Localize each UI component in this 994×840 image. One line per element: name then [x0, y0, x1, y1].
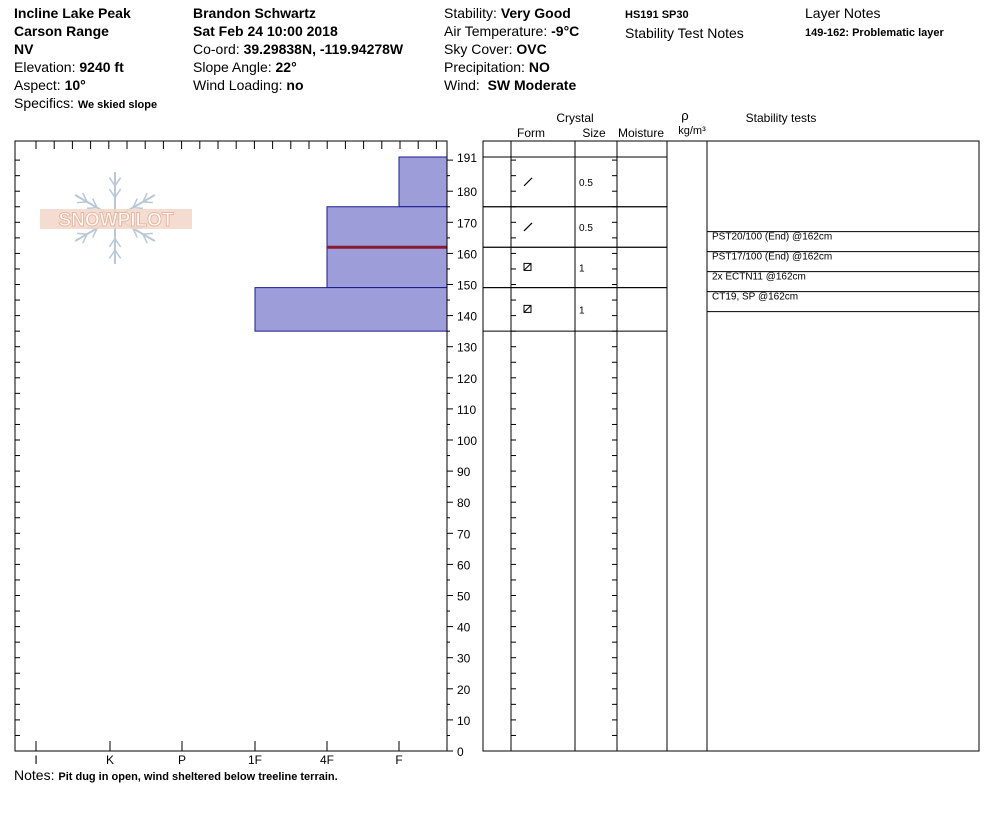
stability-test-notes-title: Stability Test Notes: [625, 25, 744, 41]
air-temp-value: -9°C: [551, 23, 580, 39]
axis-tick-label: 20: [457, 682, 471, 697]
hardness-layers: [255, 157, 447, 331]
density-symbol: ρ: [681, 108, 689, 123]
site-state: NV: [14, 41, 34, 57]
notes-text: Pit dug in open, wind sheltered below treeline terrain.: [58, 771, 338, 783]
stability-test-entry: PST20/100 (End) @162cm: [712, 231, 833, 243]
size-header: Size: [582, 126, 606, 140]
hardness-layer: [399, 157, 447, 207]
logo-wordmark: SNOWPILOT: [58, 210, 174, 231]
stability-test-entry: PST17/100 (End) @162cm: [712, 251, 833, 263]
observer-name: Brandon Schwartz: [193, 5, 316, 21]
precip-label: Precipitation:: [444, 59, 525, 75]
crystal-header: Crystal: [556, 111, 594, 125]
notes-row: [14, 766, 338, 786]
snowflake-branch: [133, 208, 143, 209]
axis-tick-label: 130: [457, 340, 478, 355]
site-range: Carson Range: [14, 23, 109, 39]
stability-tests-column: [707, 232, 979, 312]
axis-tick-label: 0: [457, 745, 464, 759]
elevation-label: Elevation:: [14, 59, 76, 75]
axis-tick-label: 10: [457, 713, 471, 728]
snowflake-branch: [143, 233, 153, 234]
sky-label: Sky Cover:: [444, 41, 513, 57]
crystal-size: 1: [579, 263, 585, 275]
crystal-form-symbol: [524, 178, 532, 186]
form-header: Form: [517, 126, 545, 140]
snowflake-branch: [143, 202, 153, 203]
hardness-layer: [327, 247, 447, 287]
slope-label: Slope Angle:: [193, 59, 272, 75]
hardness-layer: [255, 288, 447, 332]
hardness-tick-label: I: [34, 753, 38, 767]
crystal-form-symbol-diagonal: [524, 263, 531, 270]
layer-note: 149-162: Problematic layer: [805, 27, 944, 39]
observation-datetime: Sat Feb 24 10:00 2018: [193, 23, 338, 39]
axis-tick-label: 90: [457, 465, 471, 480]
axis-tick-label: 30: [457, 651, 471, 666]
stability-test-entry: 2x ECTN11 @162cm: [712, 271, 806, 283]
crystal-form-symbol-diagonal: [524, 305, 531, 312]
column-headers: [517, 108, 816, 140]
hs-sp: HS191 SP30: [625, 9, 689, 21]
hardness-tick-label: K: [105, 753, 115, 767]
snowflake-branch: [77, 233, 87, 234]
axis-tick-label: 191: [457, 151, 478, 165]
crystal-form-symbol: [524, 223, 532, 231]
specifics-value: We skied slope: [77, 99, 158, 111]
air-temp-label: Air Temperature:: [444, 23, 548, 39]
crystal-size: 0.5: [579, 177, 593, 189]
hardness-tick-label: 4F: [319, 753, 335, 767]
snowpilot-logo: [40, 172, 192, 264]
axis-tick-label: 80: [457, 496, 471, 511]
stability-value: Very Good: [500, 5, 571, 21]
wind-label: Wind:: [444, 77, 480, 93]
stability-tests-header: Stability tests: [745, 111, 817, 125]
coord-label: Co-ord:: [193, 41, 240, 57]
axis-tick-label: 140: [457, 309, 478, 324]
height-axis: [447, 141, 477, 759]
stability-test-entry: CT19, SP @162cm: [712, 291, 799, 303]
hardness-tick-label: P: [177, 753, 187, 767]
site-name: Incline Lake Peak: [14, 5, 131, 21]
axis-tick-label: 50: [457, 589, 471, 604]
axis-tick-label: 120: [457, 371, 478, 386]
hardness-tick-label: F: [395, 753, 403, 767]
axis-tick-label: 180: [457, 185, 478, 200]
axis-tick-label: 40: [457, 620, 471, 635]
crystal-size: 0.5: [579, 222, 593, 234]
elevation-value: 9240 ft: [79, 59, 124, 75]
axis-tick-label: 170: [457, 216, 478, 231]
sky-value: OVC: [516, 41, 547, 57]
density-unit: kg/m³: [678, 125, 706, 137]
axis-tick-label: 70: [457, 527, 471, 542]
aspect-value: 10°: [64, 77, 86, 93]
hardness-layer: [327, 207, 447, 247]
axis-tick-label: 60: [457, 558, 471, 573]
wind-loading-label: Wind Loading:: [193, 77, 283, 93]
axis-tick-label: 110: [457, 402, 477, 417]
stability-label: Stability:: [444, 5, 497, 21]
snowflake-branch: [87, 208, 97, 209]
specifics-label: Specifics:: [14, 95, 74, 111]
snowflake-branch: [77, 202, 87, 203]
notes-label: Notes:: [14, 767, 55, 783]
hardness-tick-label: 1F: [247, 753, 263, 767]
wind-value: SW Moderate: [487, 77, 577, 93]
axis-tick-label: 150: [457, 278, 478, 293]
slope-value: 22°: [275, 59, 297, 75]
crystal-size: 1: [579, 305, 585, 317]
coord-value: 39.29838N, -119.94278W: [243, 41, 404, 57]
layer-notes-title: Layer Notes: [805, 5, 881, 21]
moisture-header: Moisture: [617, 126, 665, 140]
precip-value: NO: [528, 59, 550, 75]
axis-tick-label: 160: [457, 247, 478, 262]
wind-loading-value: no: [286, 77, 304, 93]
axis-tick-label: 100: [457, 434, 478, 449]
aspect-label: Aspect:: [14, 77, 61, 93]
